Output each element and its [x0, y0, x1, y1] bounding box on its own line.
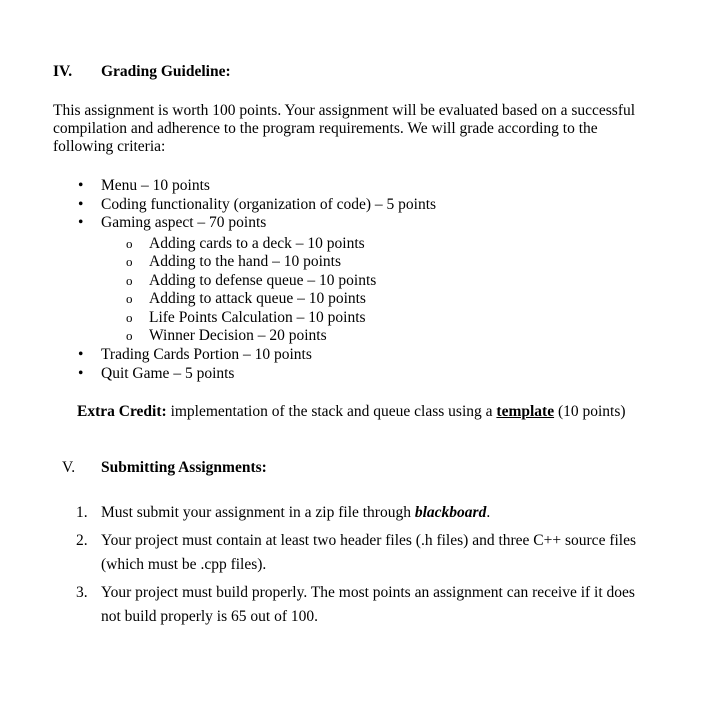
intro-line: compilation and adherence to the program requirements. We will grade according to the [53, 120, 598, 137]
sub-item [124, 253, 376, 271]
item-line: Your project must build properly. The most points an assignment can receive if it does [101, 584, 635, 601]
sub-item [124, 235, 376, 253]
submission-list [76, 501, 636, 633]
sub-item-label: Life Points Calculation – 10 points [149, 308, 366, 326]
criteria-item [76, 365, 312, 384]
extra-credit-line [77, 403, 626, 421]
circle-bullet-icon: o [126, 272, 133, 288]
criteria-item [76, 177, 436, 196]
sub-item-label: Adding to attack queue – 10 points [149, 290, 366, 308]
criteria-item [76, 196, 436, 215]
item-line: not build properly is 65 out of 100. [101, 608, 318, 625]
circle-bullet-icon: o [126, 236, 133, 251]
sub-item-label: Adding to the hand – 10 points [149, 253, 342, 271]
sub-item-label: Adding to defense queue – 10 points [149, 271, 377, 289]
item-line: Your project must contain at least two header files (.h files) and three C++ source files [101, 532, 637, 549]
template-link[interactable]: template [496, 403, 555, 420]
bullet-icon: • [78, 195, 84, 213]
sub-item [124, 272, 376, 290]
submission-item [76, 581, 636, 629]
bullet-icon: • [78, 364, 84, 382]
sub-item-label: Winner Decision – 20 points [149, 326, 327, 344]
gaming-sub-list [124, 235, 376, 345]
criteria-label: Quit Game – 5 points [101, 364, 235, 382]
sub-item [124, 309, 376, 327]
intro-paragraph [53, 102, 673, 156]
intro-line: This assignment is worth 100 points. Your assignment will be evaluated based on a successful [53, 102, 636, 119]
item-text: Must submit your assignment in a zip file through [101, 504, 415, 521]
item-line: (which must be .cpp files). [101, 556, 267, 573]
section-4-numeral: IV. [53, 63, 73, 80]
bullet-icon: • [78, 214, 84, 232]
criteria-label: Gaming aspect – 70 points [101, 214, 267, 232]
item-text-end: . [486, 504, 491, 521]
submission-item [76, 529, 636, 577]
extra-credit-label: Extra Credit: [77, 403, 167, 420]
criteria-label: Trading Cards Portion – 10 points [101, 346, 312, 363]
bullet-icon: • [78, 346, 84, 363]
criteria-label: Coding functionality (organization of code) – 5 points [101, 195, 437, 213]
extra-credit-text: implementation of the stack and queue class using a [166, 403, 497, 420]
circle-bullet-icon: o [126, 254, 133, 270]
sub-item [124, 290, 376, 308]
section-5-title: Submitting Assignments: [101, 459, 267, 476]
submission-item [76, 501, 636, 525]
item-number: 1. [76, 504, 88, 521]
section-4-title: Grading Guideline: [101, 63, 231, 80]
criteria-label: Menu – 10 points [101, 177, 210, 194]
bullet-icon: • [78, 177, 84, 194]
blackboard-emphasis: blackboard [414, 504, 487, 521]
intro-line: following criteria: [53, 138, 166, 155]
criteria-list [76, 177, 436, 233]
circle-bullet-icon: o [126, 309, 133, 325]
item-number: 2. [76, 532, 88, 549]
item-number: 3. [76, 584, 88, 601]
section-5-numeral: V. [62, 459, 76, 476]
circle-bullet-icon: o [126, 327, 133, 343]
circle-bullet-icon: o [126, 291, 133, 307]
criteria-item [76, 214, 436, 233]
sub-item [124, 327, 376, 345]
criteria-list-continued [76, 346, 312, 383]
sub-item-label: Adding cards to a deck – 10 points [149, 235, 365, 252]
criteria-item [76, 346, 312, 365]
extra-credit-points: (10 points) [554, 403, 626, 420]
